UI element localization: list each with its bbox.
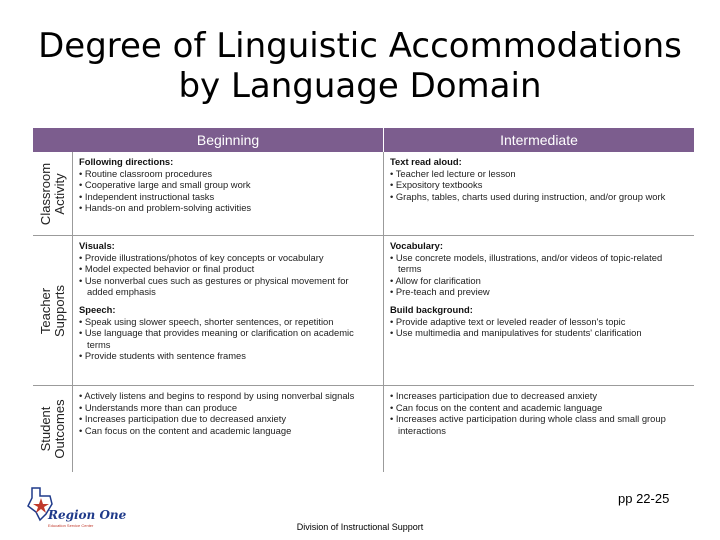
footer-text: Division of Instructional Support: [296, 522, 424, 532]
table-corner: [33, 128, 73, 152]
cell-teacher-beginning: Visuals: • Provide illustrations/photos of key concepts or vocabulary • Model expected behavior or final product • Use nonverbal cues such as gestures or physical movement for added emphasis Speech: • Speak using slower speech, shorter sentences, or repetition • Use language that provides meaning or clarification on academic terms • Provide students with sentence frames: [73, 236, 384, 386]
logo-name: Region One: [48, 508, 127, 522]
title-line-2: by Language Domain: [178, 66, 542, 106]
logo-tagline: Education Service Center: [48, 523, 94, 528]
column-header-beginning: Beginning: [73, 128, 384, 152]
title-line-1: Degree of Linguistic Accommodations: [38, 26, 682, 66]
cell-student-beginning: • Actively listens and begins to respond by using nonverbal signals • Understands more than can produce • Increases participation due to decreased anxiety • Can focus on the content and academic language: [73, 386, 384, 472]
cell-classroom-intermediate: Text read aloud: • Teacher led lecture or lesson • Expository textbooks • Graphs, tables, charts used during instruction, and/or group work: [384, 152, 694, 236]
page-title: [0, 26, 720, 106]
cell-student-intermediate: • Increases participation due to decreased anxiety • Can focus on the content and academic language • Increases active participation during whole class and small group interactions: [384, 386, 694, 472]
row-label-student-outcomes: Student Outcomes: [33, 386, 73, 472]
page-reference: pp 22-25: [618, 491, 670, 506]
column-header-intermediate: Intermediate: [384, 128, 694, 152]
cell-classroom-beginning: Following directions: • Routine classroom procedures • Cooperative large and small group work • Independent instructional tasks • Hands-on and problem-solving activities: [73, 152, 384, 236]
row-label-teacher-supports: Teacher Supports: [33, 236, 73, 386]
accommodations-table: [33, 128, 694, 472]
row-label-classroom-activity: Classroom Activity: [33, 152, 73, 236]
cell-teacher-intermediate: Vocabulary: • Use concrete models, illustrations, and/or videos of topic-related terms • Allow for clarification • Pre-teach and preview Build background: • Provide adaptive text or leveled reader of lesson's topic • Use multimedia and manipulatives for students' clarification: [384, 236, 694, 386]
